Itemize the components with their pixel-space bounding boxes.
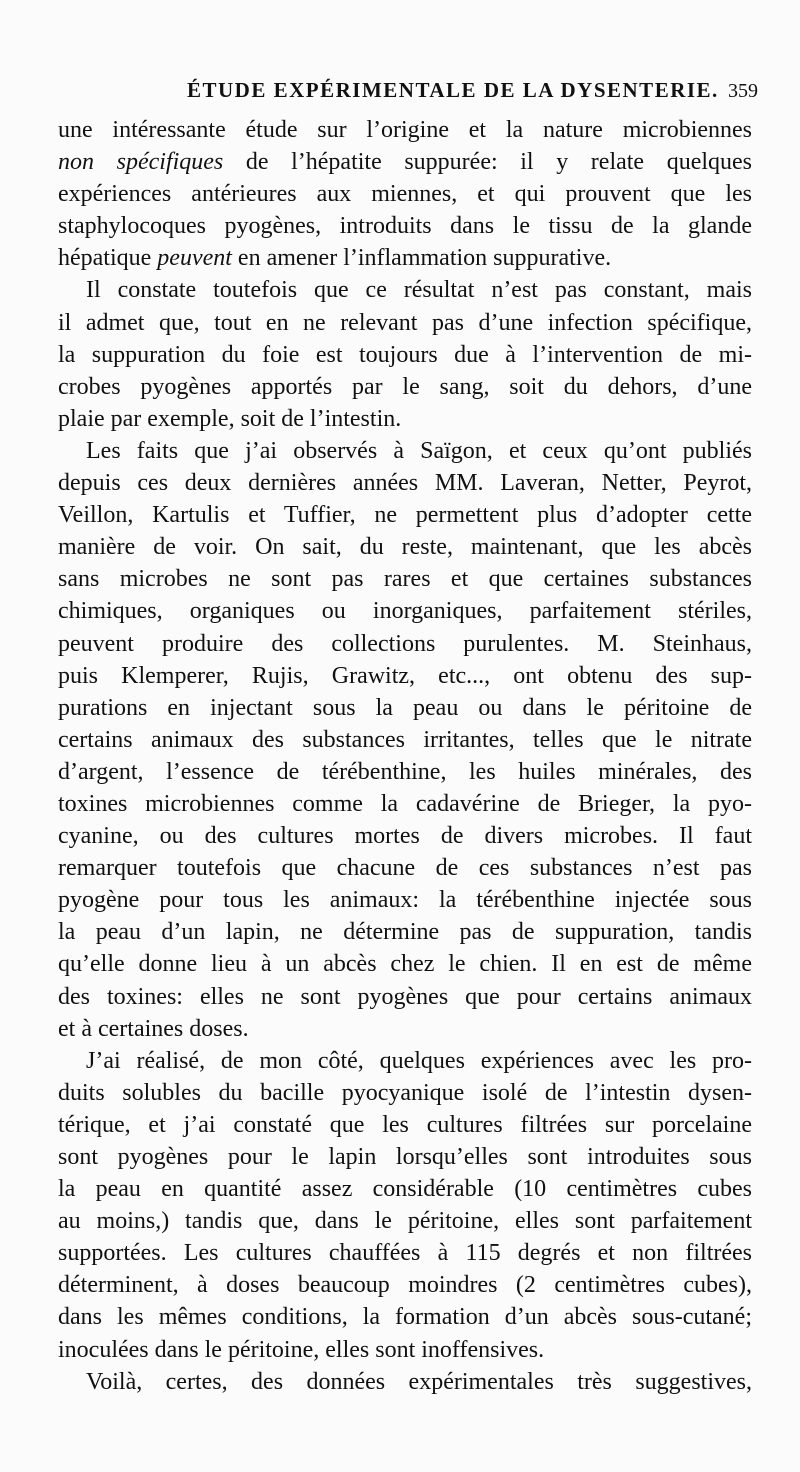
text-line: staphylocoques pyogènes, introduits dans le tissu de la glande [58,213,752,240]
text-line: duits solubles du bacille pyocyanique isolé de l’intestin dysen- [58,1079,752,1106]
text-line: crobes pyogènes apportés par le sang, soit du dehors, d’une [58,373,752,400]
text-line: remarquer toutefois que chacune de ces substances n’est pas [58,855,752,882]
text-line: la peau en quantité assez considérable (10 centimètres cubes [58,1176,752,1203]
text-line: au moins,) tandis que, dans le péritoine, elles sont parfaitement [58,1208,752,1235]
text-line: Veillon, Kartulis et Tuffier, ne permettent plus d’adopter cette [58,502,752,529]
text-line: sans microbes ne sont pas rares et que certaines substances [58,566,752,593]
text-line: supportées. Les cultures chauffées à 115 degrés et non filtrées [58,1240,752,1267]
text-line: manière de voir. On sait, du reste, maintenant, que les abcès [58,534,752,561]
text-line: depuis ces deux dernières années MM. Laveran, Netter, Peyrot, [58,470,752,497]
text-line: puis Klemperer, Rujis, Grawitz, etc..., ont obtenu des sup- [58,662,752,689]
text-line: une intéressante étude sur l’origine et la nature microbiennes [58,117,752,143]
text-line: la peau d’un lapin, ne détermine pas de suppuration, tandis [58,919,752,946]
text-line: qu’elle donne lieu à un abcès chez le chien. Il en est de même [58,951,752,978]
text-line: inoculées dans le péritoine, elles sont inoffensives. [58,1336,545,1363]
text-line: et à certaines doses. [58,1015,249,1042]
text-line: expériences antérieures aux miennes, et qui prouvent que les [58,181,752,208]
running-title: ÉTUDE EXPÉRIMENTALE DE LA DYSENTERIE. [187,78,719,102]
text-line: chimiques, organiques ou inorganiques, parfaitement stériles, [58,598,752,625]
text-line: hépatique peuvent en amener l’inflammation suppurative. [58,245,612,272]
text-line: non spécifiques de l’hépatite suppurée: il y relate quelques [58,149,752,176]
text-line: certains animaux des substances irritantes, telles que le nitrate [58,726,752,753]
text-line: des toxines: elles ne sont pyogènes que pour certains animaux [58,983,752,1010]
text-line: dans les mêmes conditions, la formation d’un abcès sous-cutané; [58,1304,752,1331]
text-line: sont pyogènes pour le lapin lorsqu’elles sont introduites sous [58,1144,752,1170]
running-header [0,78,800,108]
text-line: déterminent, à doses beaucoup moindres (2 centimètres cubes), [58,1272,752,1299]
text-line: Les faits que j’ai observés à Saïgon, et ceux qu’ont publiés [86,437,752,464]
body-text [58,114,752,1398]
text-line: la suppuration du foie est toujours due à l’intervention de mi- [58,341,752,368]
text-line: pyogène pour tous les animaux: la térébenthine injectée sous [58,887,752,914]
text-line: Il constate toutefois que ce résultat n’est pas constant, mais [86,277,752,304]
text-line: toxines microbiennes comme la cadavérine de Brieger, la pyo- [58,790,752,817]
text-line: Voilà, certes, des données expérimentales très suggestives, [86,1368,752,1395]
page-number: 359 [728,80,758,102]
text-line: plaie par exemple, soit de l’intestin. [58,405,402,432]
text-line: d’argent, l’essence de térébenthine, les huiles minérales, des [58,758,752,785]
text-line: il admet que, tout en ne relevant pas d’une infection spécifique, [58,309,752,336]
text-line: J’ai réalisé, de mon côté, quelques expériences avec les pro- [86,1047,752,1074]
text-line: peuvent produire des collections purulentes. M. Steinhaus, [58,630,752,657]
text-line: térique, et j’ai constaté que les cultures filtrées sur porcelaine [58,1111,752,1138]
text-line: cyanine, ou des cultures mortes de divers microbes. Il faut [58,823,752,850]
text-line: purations en injectant sous la peau ou dans le péritoine de [58,694,752,721]
